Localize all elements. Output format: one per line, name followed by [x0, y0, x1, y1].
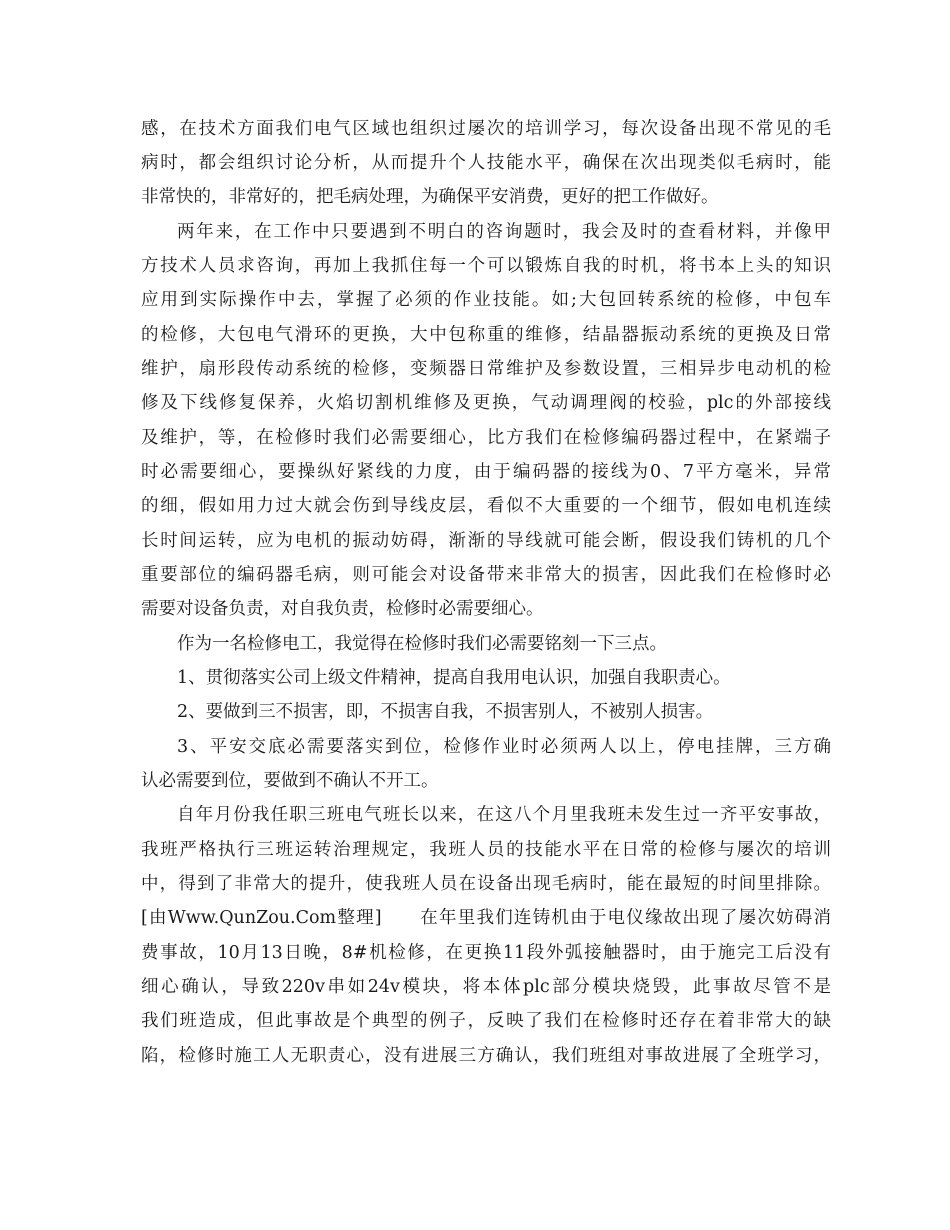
text-line: 非常快的，非常好的，把毛病处理，为确保平安消费，更好的把工作做好。	[141, 187, 719, 207]
text-line: 维护，扇形段传动系统的检修，变频器日常维护及参数设置，三相异步电动机的检	[141, 359, 831, 379]
text-line: 方技术人员求咨询，再加上我抓住每一个可以锻炼自我的时机，将书本上头的知识	[141, 256, 831, 276]
text-line: 我班严格执行三班运转治理规定，我班人员的技能水平在日常的检修与屡次的培训	[141, 840, 831, 860]
text-line: 的细，假如用力过大就会伤到导线皮层，看似不大重要的一个细节，假如电机连续	[141, 496, 831, 516]
text-line: 重要部位的编码器毛病，则可能会对设备带来非常大的损害，因此我们在检修时必	[141, 565, 831, 585]
text-line: 自年月份我任职三班电气班长以来，在这八个月里我班未发生过一齐平安事故，	[177, 805, 831, 825]
text-line: 病时，都会组织讨论分析，从而提升个人技能水平，确保在次出现类似毛病时，能	[141, 153, 831, 173]
text-line: 中，得到了非常大的提升，使我班人员在设备出现毛病时，能在最短的时间里排除。	[141, 874, 831, 894]
text-line: 的检修，大包电气滑环的更换，大中包称重的维修，结晶器振动系统的更换及日常	[141, 325, 831, 345]
list-item: 3、平安交底必需要落实到位，检修作业时必须两人以上，停电挂牌，三方确	[177, 737, 831, 757]
text-line: [由Www.QunZou.Com整理] 在年里我们连铸机由于电仪缘故出现了屡次妨碍消	[141, 908, 831, 928]
text-line: 感，在技术方面我们电气区域也组织过屡次的培训学习，每次设备出现不常见的毛	[141, 119, 831, 139]
list-item: 1、贯彻落实公司上级文件精神，提高自我用电认识，加强自我职责心。	[177, 668, 731, 688]
text-line: 修及下线修复保养，火焰切割机维修及更换，气动调理阀的校验，plc的外部接线	[141, 393, 831, 413]
text-line: 作为一名检修电工，我觉得在检修时我们必需要铭刻一下三点。	[177, 634, 667, 654]
text-line: 费事故，10月13日晚，8#机检修，在更换11段外弧接触器时，由于施完工后没有	[141, 943, 831, 963]
text-line: 陷，检修时施工人无职责心，没有进展三方确认，我们班组对事故进展了全班学习，	[141, 1046, 831, 1066]
text-line: 细心确认，导致220v串如24v模块，将本体plc部分模块烧毁，此事故尽管不是	[141, 977, 831, 997]
list-item: 2、要做到三不损害，即，不损害自我，不损害别人，不被别人损害。	[177, 702, 714, 722]
text-line: 及维护，等，在检修时我们必需要细心，比方我们在检修编码器过程中，在紧端子	[141, 428, 831, 448]
text-line: 时必需要细心，要操纵好紧线的力度，由于编码器的接线为0、7平方毫米，异常	[141, 462, 831, 482]
text-line: 认必需要到位，要做到不确认不开工。	[141, 771, 439, 791]
text-line: 两年来，在工作中只要遇到不明白的咨询题时，我会及时的查看材料，并像甲	[177, 222, 831, 242]
text-line: 长时间运转，应为电机的振动妨碍，渐渐的导线就可能会断，假设我们铸机的几个	[141, 531, 831, 551]
text-line: 需要对设备负责，对自我负责，检修时必需要细心。	[141, 599, 544, 619]
text-line: 我们班造成，但此事故是个典型的例子，反映了我们在检修时还存在着非常大的缺	[141, 1011, 831, 1031]
text-line: 应用到实际操作中去，掌握了必须的作业技能。如;大包回转系统的检修，中包车	[141, 290, 831, 310]
